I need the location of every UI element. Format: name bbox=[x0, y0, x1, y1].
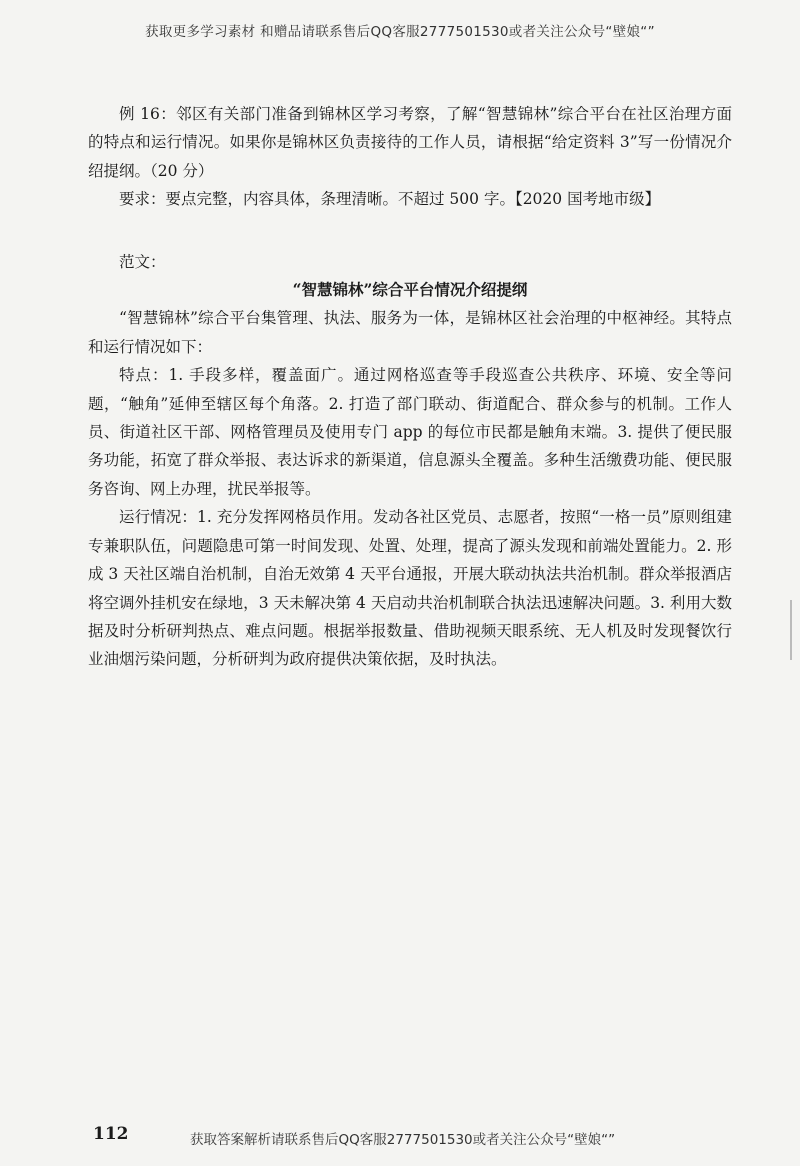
header-promo-note: 获取更多学习素材 和赠品请联系售后QQ客服2777501530或者关注公众号“壁娘“” bbox=[145, 24, 655, 40]
essay-label: 范文： bbox=[119, 252, 166, 271]
essay-paragraph-features: 特点：1. 手段多样，覆盖面广。通过网格巡查等手段巡查公共秩序、环境、安全等问题，“触角”延伸至辖区每个角落。2. 打造了部门联动、街道配合、群众参与的机制。工作人员、街道社区干部、网格管理员及使用专门 app 的每位市民都是触角末端。3. 提供了便民服务功能，拓宽了群众举报、表达诉求的新渠道，信息源头全覆盖。多种生活缴费功能、便民服务咨询、网上办理，扰民举报等。 bbox=[88, 366, 732, 498]
footer-promo-note: 获取答案解析请联系售后QQ客服2777501530或者关注公众号“壁娘“” bbox=[190, 1132, 616, 1148]
essay-paragraph-operation: 运行情况：1. 充分发挥网格员作用。发动各社区党员、志愿者，按照“一格一员”原则组建专兼职队伍，问题隐患可第一时间发现、处置、处理，提高了源头发现和前端处置能力。2. 形成 3 天社区端自治机制，自治无效第 4 天平台通报，开展大联动执法共治机制。群众举报酒店将空调外挂机安在绿地，3 天未解决第 4 天启动共治机制联合执法迅速解决问题。3. 利用大数据及时分析研判热点、难点问题。根据举报数量、借助视频天眼系统、无人机及时发现餐饮行业油烟污染问题，分析研判为政府提供决策依据，及时执法。 bbox=[88, 508, 732, 669]
page-body bbox=[88, 100, 732, 674]
scan-artifact-line bbox=[790, 600, 792, 660]
question-requirements: 要求：要点完整，内容具体，条理清晰。不超过 500 字。【2020 国考地市级】 bbox=[119, 190, 661, 209]
question-prompt: 例 16：邻区有关部门准备到锦林区学习考察，了解“智慧锦林”综合平台在社区治理方面的特点和运行情况。如果你是锦林区负责接待的工作人员，请根据“给定资料 3”写一份情况介绍提纲。（20 分） bbox=[88, 105, 732, 180]
page-number: 112 bbox=[93, 1124, 129, 1144]
essay-paragraph-intro: “智慧锦林”综合平台集管理、执法、服务为一体，是锦林区社会治理的中枢神经。其特点和运行情况如下： bbox=[88, 309, 732, 356]
spacer bbox=[88, 214, 732, 248]
essay-title: “智慧锦林”综合平台情况介绍提纲 bbox=[292, 280, 528, 300]
